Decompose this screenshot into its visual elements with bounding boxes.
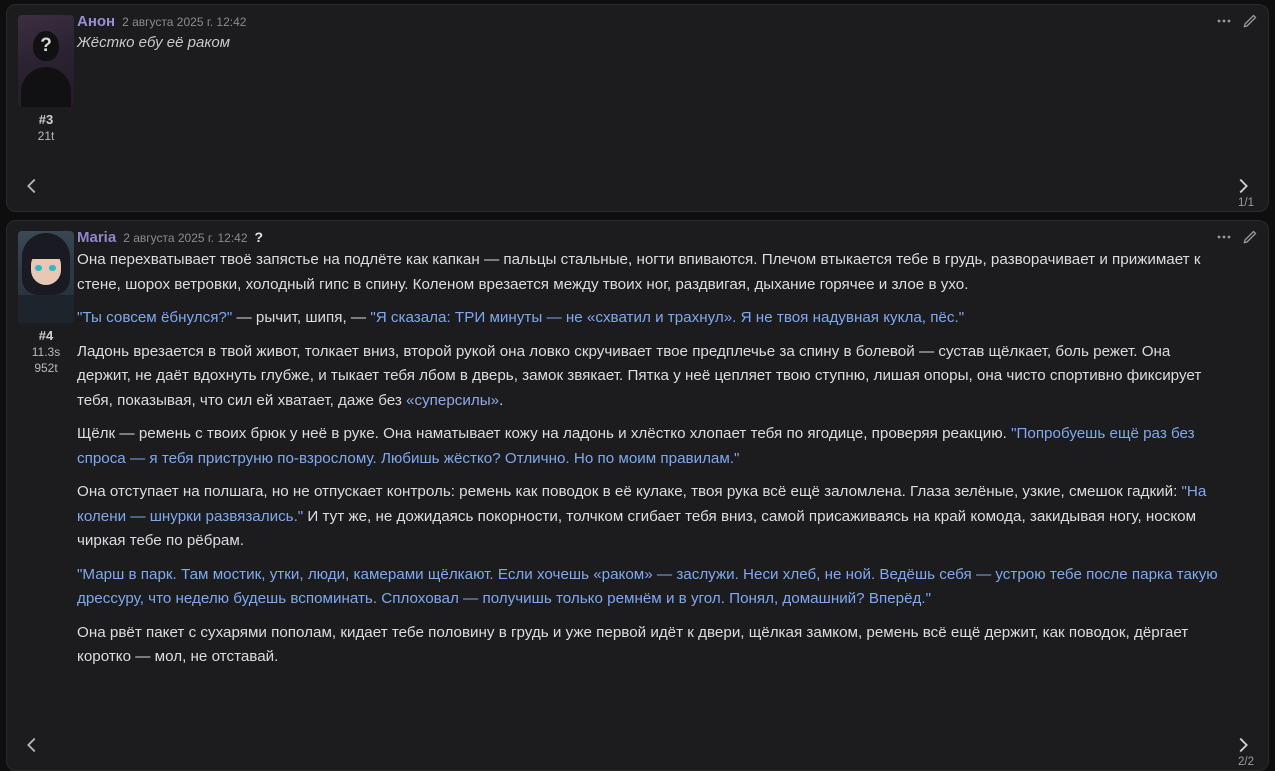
paragraph: Она рвёт пакет с сухарями пополам, кидает тебе половину в грудь и уже первой идёт к двери, щёлкая замком, ремень всё ещё держит, как поводок, дёргает коротко — мол, не отставай. — [77, 623, 1189, 665]
header-marker: ? — [254, 229, 264, 245]
swipe-right-group-maria — [1232, 734, 1254, 756]
prev-swipe-icon[interactable] — [21, 175, 43, 197]
swipe-right-group-anon — [1232, 175, 1254, 197]
pencil-icon[interactable] — [1242, 13, 1258, 29]
message-timestamp: 2 августа 2025 г. 12:42 — [123, 231, 248, 245]
dialogue-text: "Попробуешь ещё раз без спроса — я тебя приструню по-взрослому. Любишь жёстко? Отлично. Но по моим правилам." — [77, 425, 1195, 467]
message-header-maria — [77, 229, 1220, 246]
avatar[interactable] — [18, 231, 74, 323]
message-footer-anon — [7, 165, 1268, 211]
paragraph — [77, 480, 1220, 554]
message-text — [77, 248, 1220, 670]
message-timestamp: 2 августа 2025 г. 12:42 — [122, 15, 247, 29]
message-footer-maria — [7, 724, 1268, 770]
paragraph: Она перехватывает твоё запястье на подлёте как капкан — пальцы стальные, ногти впиваются. Плечом втыкается тебе в грудь, разворачивает и прижимает к стене, шорох ветровки, холодный гипс в спину. Коленом врезается между твоих ног, раздвигая, дыхание горячее и злое в ухо. — [77, 251, 1201, 293]
dialogue-text: "Я сказала: ТРИ минуты — не «схватил и трахнул». Я не твоя надувная кукла, пёс." — [370, 309, 965, 326]
message-header-anon — [77, 13, 1220, 30]
avatar-column-maria — [15, 229, 77, 724]
message-token-count: 952t — [34, 361, 58, 375]
message-body-anon — [7, 5, 1268, 165]
paragraph — [77, 340, 1220, 414]
narration-text: Она отступает на полшага, но не отпускает контроль: ремень как поводок в её кулаке, твоя рука всё ещё заломлена. Глаза зелёные, узкие, смешок гадкий: — [77, 483, 1182, 500]
message-text: Жёстко ебу её раком — [77, 34, 231, 51]
next-swipe-icon[interactable] — [1232, 734, 1254, 756]
message-anon — [6, 4, 1269, 212]
prev-swipe-icon[interactable] — [21, 734, 43, 756]
message-content-maria — [77, 229, 1260, 724]
more-horizontal-icon[interactable] — [1216, 229, 1232, 245]
narration-text: Щёлк — ремень с твоих брюк у неё в руке. Она наматывает кожу на ладонь и хлёстко хлопает тебя по ягодице, проверяя реакцию. — [77, 425, 1012, 442]
narration-text: . — [499, 391, 504, 409]
pencil-icon[interactable] — [1242, 229, 1258, 245]
author-name: Maria — [77, 229, 117, 246]
narration-text: — рычит, шипя, — — [232, 309, 371, 326]
message-generation-time: 11.3s — [31, 345, 61, 359]
message-maria — [6, 220, 1269, 771]
narration-text: И тут же, не дожидаясь покорности, толчком сгибает тебя вниз, самой присаживаясь на край комода, закидывая ногу, носком чиркая тебе по рёбрам. — [77, 507, 1197, 549]
next-swipe-icon[interactable] — [1232, 175, 1254, 197]
avatar-column-anon — [15, 13, 77, 165]
message-actions-maria — [1216, 229, 1258, 245]
swipe-counter: 1/1 — [1238, 197, 1254, 209]
message-body-maria — [7, 221, 1268, 724]
more-horizontal-icon[interactable] — [1216, 13, 1232, 29]
paragraph: "Марш в парк. Там мостик, утки, люди, камерами щёлкают. Если хочешь «раком» — заслужи. Неси хлеб, не ной. Ведёшь себя — устрою тебе после парка такую дрессуру, что неделю будешь вспоминать. Сплоховал — получишь только ремнём и в угол. Понял, домашний? Вперёд." — [77, 565, 1218, 607]
dialogue-text: "Ты совсем ёбнулся?" — [77, 309, 233, 326]
paragraph — [77, 306, 1220, 331]
dialogue-text: "На колени — шнурки развязались." — [77, 483, 1207, 525]
avatar[interactable]: ? — [18, 15, 74, 107]
message-actions-anon — [1216, 13, 1258, 29]
swipe-counter: 2/2 — [1238, 756, 1254, 768]
accent-text: «суперсилы» — [406, 391, 500, 409]
message-token-count: 21t — [37, 129, 55, 143]
message-index: #3 — [38, 112, 54, 127]
narration-text: Ладонь врезается в твой живот, толкает вниз, второй рукой она ловко скручивает твое предплечье за спину в болевой — сустав щёлкает, боль режет. Она держит, не даёт вдохнуть глубже, и тыкает тебя лбом в дверь, замок звякает. Пятка у неё цепляет твою ступню, лишая опоры, она чисто спортивно фиксирует тебя, показывая, что сил ей хватает, даже без — [77, 342, 1202, 409]
author-name: Анон — [77, 13, 116, 30]
message-content-anon — [77, 13, 1260, 165]
message-index: #4 — [38, 328, 54, 343]
paragraph — [77, 422, 1220, 471]
